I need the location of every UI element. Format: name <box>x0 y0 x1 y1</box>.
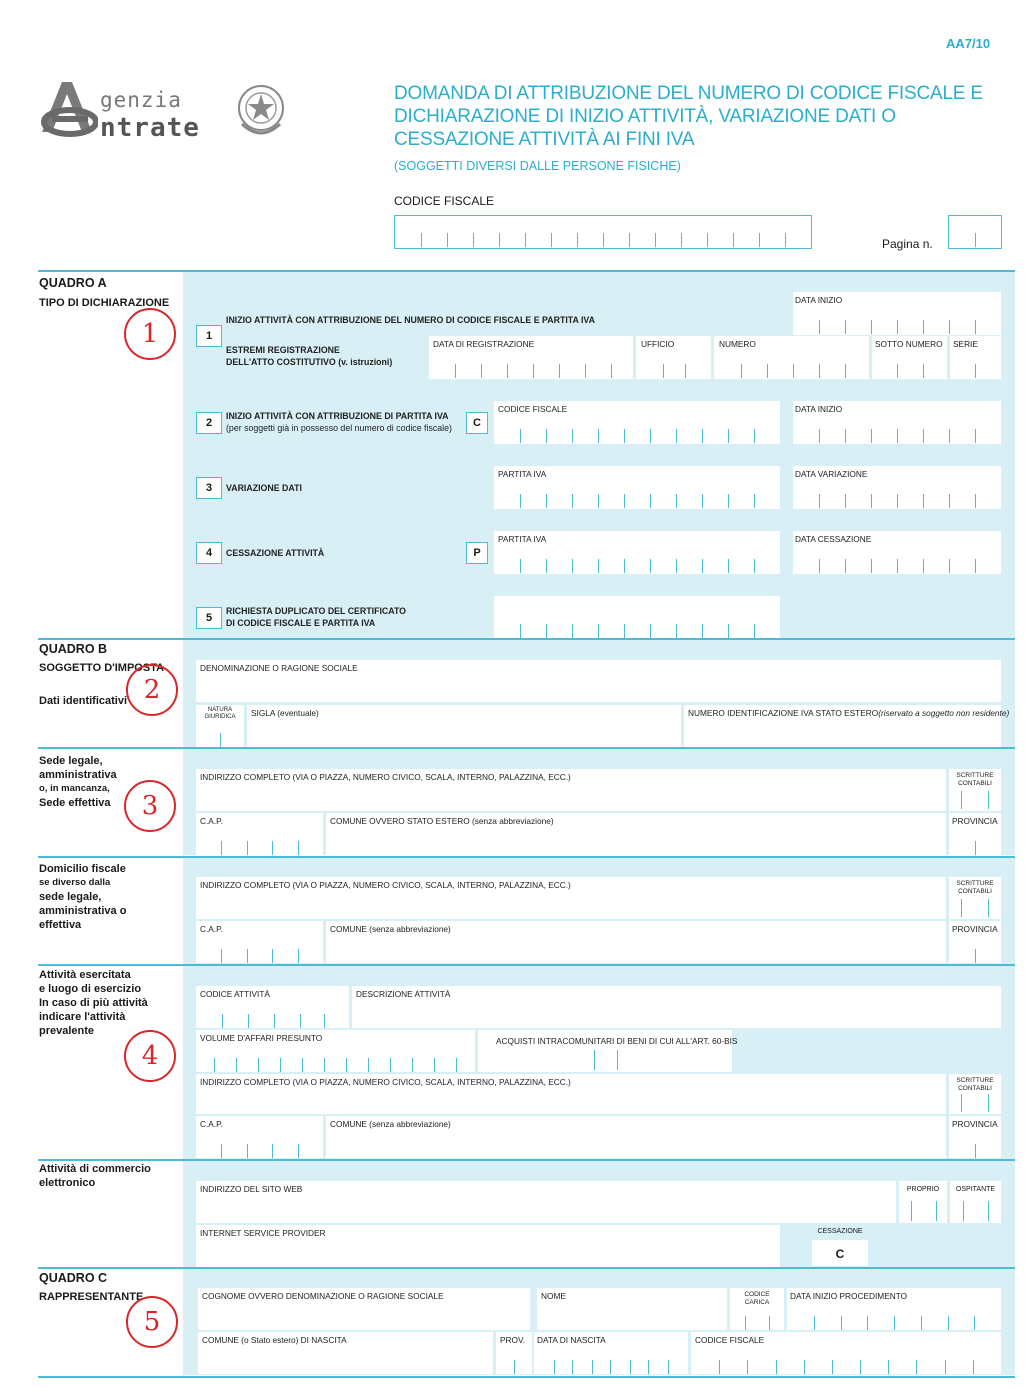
field-label: UFFICIO <box>641 339 675 349</box>
field-label: COGNOME OVVERO DENOMINAZIONE O RAGIONE SOCIALE <box>202 1291 444 1301</box>
attivita-esercitata-label <box>39 968 148 1038</box>
field-label: ACQUISTI INTRACOMUNITARI DI BENI DI CUI ALL'ART. 60-BIS <box>496 1036 738 1046</box>
cessazione-letter-box[interactable]: C <box>812 1240 868 1266</box>
field-label: DENOMINAZIONE O RAGIONE SOCIALE <box>200 663 358 673</box>
attivita-scritture-field[interactable] <box>949 1074 1001 1114</box>
field-label-line: CODICE <box>744 1291 770 1298</box>
field-label: INDIRIZZO COMPLETO (VIA O PIAZZA, NUMERO CIVICO, SCALA, INTERNO, PALAZZINA, ECC.) <box>200 772 571 782</box>
option-3-box[interactable]: 3 <box>196 477 222 499</box>
option-2-label-line: (per soggetti già in possesso del numero di codice fiscale) <box>226 423 452 433</box>
option-2-letter-box: C <box>466 412 488 434</box>
form-title-line: CESSAZIONE ATTIVITÀ AI FINI IVA <box>394 129 695 150</box>
annotation-circle: 5 <box>126 1296 178 1348</box>
field-label: INDIRIZZO COMPLETO (VIA O PIAZZA, NUMERO CIVICO, SCALA, INTERNO, PALAZZINA, ECC.) <box>200 880 571 890</box>
label-line: Attività esercitata <box>39 969 131 981</box>
field-label <box>200 707 240 721</box>
form-title-line: DOMANDA DI ATTRIBUZIONE DEL NUMERO DI CODICE FISCALE E <box>394 83 983 104</box>
acquisti-intracomunitari-field[interactable] <box>478 1030 738 1072</box>
field-label: C.A.P. <box>200 1119 223 1129</box>
option-2-label-line: INIZIO ATTIVITÀ CON ATTRIBUZIONE DI PARTITA IVA <box>226 411 449 421</box>
quadro-a-title: QUADRO A <box>39 276 107 290</box>
field-label: VOLUME D'AFFARI PRESUNTO <box>200 1033 323 1043</box>
field-label: PARTITA IVA <box>498 469 547 479</box>
field-label-line: GIURIDICA <box>204 714 236 720</box>
field-label: DATA DI REGISTRAZIONE <box>433 339 535 349</box>
label-line: se diverso dalla <box>39 877 111 888</box>
annotation-circle: 3 <box>124 780 176 832</box>
descrizione-attivita-field[interactable] <box>352 986 1001 1028</box>
label-line: e luogo di esercizio <box>39 983 142 995</box>
data-variazione-field[interactable] <box>793 466 1001 509</box>
field-label: PROV. <box>500 1335 526 1345</box>
domicilio-comune-field[interactable] <box>326 921 946 963</box>
field-label: COMUNE (o Stato estero) DI NASCITA <box>202 1335 347 1345</box>
label-line: effettiva <box>39 919 82 931</box>
label-line: In caso di più attività <box>39 997 148 1009</box>
field-label: COMUNE (senza abbreviazione) <box>330 924 451 934</box>
codice-fiscale-header-label: CODICE FISCALE <box>394 194 495 208</box>
option-5-label <box>226 605 406 629</box>
data-inizio-procedimento-field[interactable] <box>787 1288 1001 1330</box>
option-5-label-line: RICHIESTA DUPLICATO DEL CERTIFICATO <box>226 606 407 616</box>
field-label <box>688 708 1009 718</box>
codice-fiscale-rappresentante-field[interactable] <box>691 1332 1001 1374</box>
nome-field[interactable] <box>537 1288 727 1330</box>
domicilio-indirizzo-field[interactable] <box>196 877 946 919</box>
codice-attivita-field[interactable] <box>196 986 349 1028</box>
option-1-label: INIZIO ATTIVITÀ CON ATTRIBUZIONE DEL NUMERO DI CODICE FISCALE E PARTITA IVA <box>226 315 595 325</box>
label-line: Sede legale, <box>39 755 103 767</box>
annotation-circle: 1 <box>124 308 176 360</box>
domicilio-cap-field[interactable] <box>196 921 323 963</box>
logo-text-entrate: ntrate <box>100 113 200 143</box>
label-line: prevalente <box>39 1025 95 1037</box>
republic-emblem-icon <box>234 80 288 144</box>
duplicato-field[interactable] <box>494 596 780 638</box>
comune-nascita-field[interactable] <box>198 1332 493 1374</box>
prov-field[interactable] <box>496 1332 532 1374</box>
field-label: NOME <box>541 1291 566 1301</box>
cessazione-label: CESSAZIONE <box>817 1228 863 1235</box>
quadro-c-title: QUADRO C <box>39 1271 108 1285</box>
label-line: sede legale, <box>39 891 102 903</box>
option-2-box[interactable]: 2 <box>196 412 222 434</box>
annotation-circle: 2 <box>126 664 178 716</box>
option-4-label: CESSAZIONE ATTIVITÀ <box>226 548 325 558</box>
field-label: DATA INIZIO <box>795 295 843 305</box>
field-label <box>949 880 1001 896</box>
codice-carica-field[interactable] <box>730 1288 784 1330</box>
option-3-label: VARIAZIONE DATI <box>226 483 302 493</box>
field-label <box>949 772 1001 788</box>
internet-service-provider-field[interactable] <box>196 1225 780 1267</box>
field-label: OSPITANTE <box>955 1186 996 1193</box>
agenzia-entrate-logo <box>38 76 293 148</box>
numero-identificazione-iva-field[interactable] <box>684 705 1010 747</box>
data-inizio-2-field[interactable] <box>793 401 1001 444</box>
sede-scritture-field[interactable] <box>949 769 1001 811</box>
annotation-circle: 4 <box>124 1030 176 1082</box>
estremi-label-line: DELL'ATTO COSTITUTIVO (v. istruzioni) <box>226 357 393 367</box>
field-label-note: (riservato a soggetto non residente) <box>878 708 1010 718</box>
field-label: CODICE ATTIVITÀ <box>200 989 270 999</box>
denominazione-field[interactable] <box>196 660 1001 702</box>
field-label: SIGLA (eventuale) <box>251 708 319 718</box>
label-line: amministrativa o <box>39 905 127 917</box>
field-label: COMUNE (senza abbreviazione) <box>330 1119 451 1129</box>
field-label: PROVINCIA <box>952 924 998 934</box>
quadro-b-title: QUADRO B <box>39 642 108 656</box>
data-inizio-1-field[interactable] <box>793 292 1001 335</box>
partita-iva-3-field[interactable] <box>494 466 780 509</box>
data-nascita-field[interactable] <box>534 1332 688 1374</box>
option-1-box[interactable]: 1 <box>196 325 222 347</box>
field-label-line: CONTABILI <box>958 1085 992 1092</box>
label-line: indicare l'attività <box>39 1011 126 1023</box>
label-line: Domicilio fiscale <box>39 863 126 875</box>
form-subtitle: (SOGGETTI DIVERSI DALLE PERSONE FISICHE) <box>394 159 681 173</box>
field-label: SERIE <box>953 339 978 349</box>
sede-provincia-field[interactable] <box>949 813 1001 855</box>
attivita-cap-field[interactable] <box>196 1116 323 1158</box>
label-line: elettronico <box>39 1177 96 1189</box>
sede-comune-field[interactable] <box>326 813 946 855</box>
option-5-label-line: DI CODICE FISCALE E PARTITA IVA <box>226 618 376 628</box>
field-label-line: SCRITTURE <box>956 1077 994 1084</box>
field-label: C.A.P. <box>200 924 223 934</box>
divider <box>38 1376 1015 1378</box>
field-label-text: NUMERO IDENTIFICAZIONE IVA STATO ESTERO <box>688 708 879 718</box>
form-title <box>394 82 983 151</box>
field-label-line: CONTABILI <box>958 888 992 895</box>
sede-indirizzo-field[interactable] <box>196 769 946 811</box>
quadro-b-subtitle: SOGGETTO D'IMPOSTA <box>39 662 165 674</box>
field-label: PROPRIO <box>906 1186 940 1193</box>
field-label: INDIRIZZO COMPLETO (VIA O PIAZZA, NUMERO CIVICO, SCALA, INTERNO, PALAZZINA, ECC.) <box>200 1077 571 1087</box>
data-cessazione-field[interactable] <box>793 531 1001 574</box>
field-label: COMUNE OVVERO STATO ESTERO (senza abbreviazione) <box>330 816 554 826</box>
option-2-label <box>226 410 452 434</box>
estremi-label-line: ESTREMI REGISTRAZIONE <box>226 345 340 355</box>
sito-web-field[interactable] <box>196 1181 896 1223</box>
label-line: o, in mancanza, <box>39 783 110 794</box>
field-label: PROVINCIA <box>952 1119 998 1129</box>
commercio-elettronico-label <box>39 1162 151 1190</box>
quadro-c-subtitle: RAPPRESENTANTE <box>39 1291 144 1303</box>
field-label-line: SCRITTURE <box>956 880 994 887</box>
dati-identificativi-label: Dati identificativi <box>39 695 128 707</box>
label-line: amministrativa <box>39 769 117 781</box>
attivita-comune-field[interactable] <box>326 1116 946 1158</box>
field-label: DATA INIZIO PROCEDIMENTO <box>790 1291 908 1301</box>
field-label: DATA VARIAZIONE <box>795 469 868 479</box>
quadro-a-subtitle: TIPO DI DICHIARAZIONE <box>39 297 170 309</box>
field-label: PROVINCIA <box>952 816 998 826</box>
estremi-label <box>226 344 392 368</box>
field-label: CODICE FISCALE <box>498 404 568 414</box>
partita-iva-4-field[interactable] <box>494 531 780 574</box>
codice-fiscale-2-field[interactable] <box>494 401 780 444</box>
option-4-letter-box: P <box>466 542 488 564</box>
field-label <box>730 1291 784 1307</box>
field-label: DESCRIZIONE ATTIVITÀ <box>356 989 451 999</box>
field-label-line: CARICA <box>744 1299 770 1306</box>
field-label: PARTITA IVA <box>498 534 547 544</box>
field-label-line: SCRITTURE <box>956 772 994 779</box>
field-label: DATA CESSAZIONE <box>795 534 872 544</box>
field-label: NUMERO <box>719 339 756 349</box>
field-label: INTERNET SERVICE PROVIDER <box>200 1228 326 1238</box>
label-line: Attività di commercio <box>39 1163 151 1175</box>
field-label: DATA INIZIO <box>795 404 843 414</box>
domicilio-fiscale-label <box>39 862 126 932</box>
field-label <box>949 1077 1001 1093</box>
domicilio-provincia-field[interactable] <box>949 921 1001 963</box>
natura-giuridica-field[interactable] <box>196 705 244 747</box>
proprio-field[interactable] <box>899 1181 947 1223</box>
attivita-provincia-field[interactable] <box>949 1116 1001 1158</box>
pagina-input[interactable] <box>948 215 1002 249</box>
field-label: SOTTO NUMERO <box>875 339 943 349</box>
option-5-box[interactable]: 5 <box>196 607 222 629</box>
pagina-label: Pagina n. <box>882 237 933 251</box>
field-label: DATA DI NASCITA <box>537 1335 606 1345</box>
option-4-box[interactable]: 4 <box>196 542 222 564</box>
field-label: INDIRIZZO DEL SITO WEB <box>200 1184 303 1194</box>
field-label: C.A.P. <box>200 816 223 826</box>
volume-affari-field[interactable] <box>196 1030 475 1072</box>
sede-cap-field[interactable] <box>196 813 323 855</box>
form-code: AA7/10 <box>946 36 991 51</box>
logo-text-agenzia: genzia <box>100 88 182 112</box>
estremi-registrazione-fields[interactable] <box>429 336 1001 379</box>
field-label: CODICE FISCALE <box>695 1335 765 1345</box>
label-line: Sede effettiva <box>39 797 111 809</box>
domicilio-scritture-field[interactable] <box>949 877 1001 919</box>
sede-legale-label <box>39 754 117 810</box>
field-label-line: NATURA <box>207 707 233 713</box>
cognome-field[interactable] <box>198 1288 530 1330</box>
form-title-line: DICHIARAZIONE DI INIZIO ATTIVITÀ, VARIAZIONE DATI O <box>394 106 896 127</box>
logo-a-mark-icon <box>38 76 98 146</box>
attivita-indirizzo-field[interactable] <box>196 1074 946 1114</box>
field-label-line: CONTABILI <box>958 780 992 787</box>
ospitante-field[interactable] <box>950 1181 1001 1223</box>
codice-fiscale-header-input[interactable] <box>394 215 812 249</box>
sigla-field[interactable] <box>247 705 681 747</box>
